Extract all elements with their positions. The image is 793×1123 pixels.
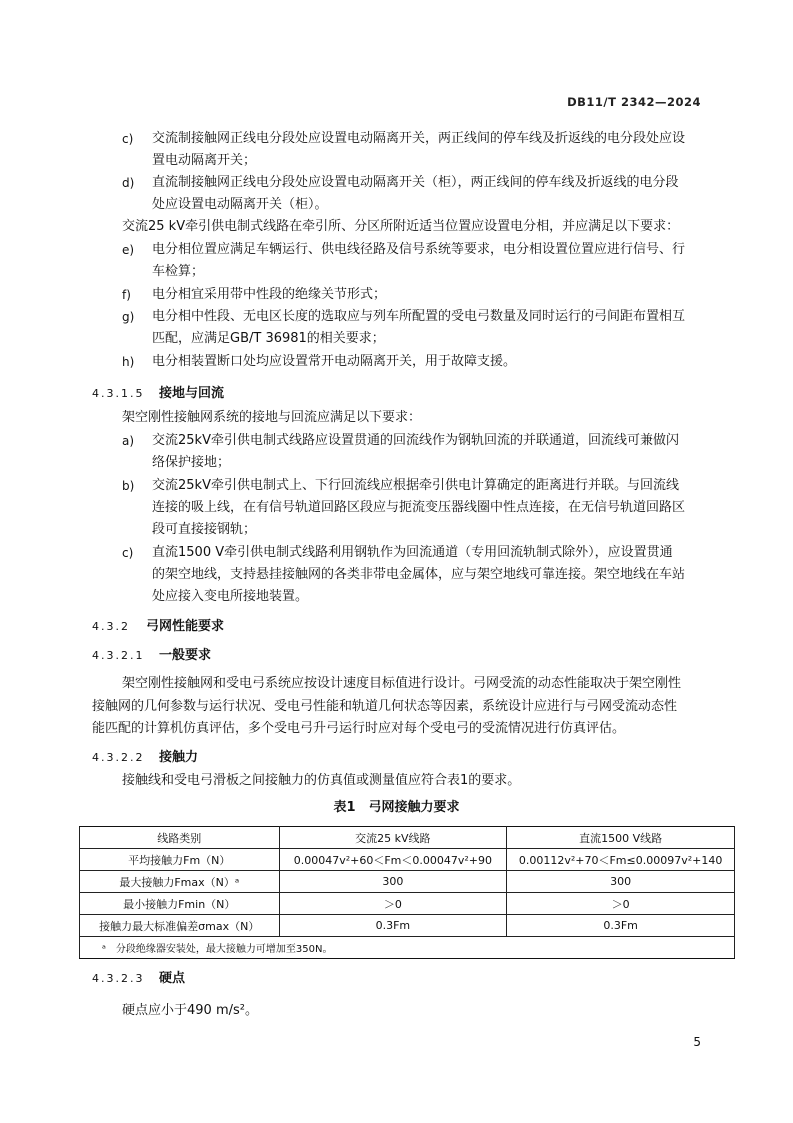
section-title: 硬点 <box>159 971 186 986</box>
section-number: 4.3.2.1 <box>92 649 145 662</box>
paragraph: 交流25 kV牵引供电制式线路在牵引所、分区所附近适当位置应设置电分相，并应满足以下要求： <box>122 219 680 234</box>
list-text: 处应设置电动隔离开关（柜）。 <box>152 197 328 212</box>
table-cell: ＞0 <box>279 893 507 915</box>
table-header-row <box>80 827 735 849</box>
paragraph-line: 架空刚性接触网和受电弓系统应按设计速度目标值进行设计。弓网受流的动态性能取决于架空刚性 <box>122 676 682 691</box>
list-marker: c) <box>122 132 134 146</box>
list-text: 段可直接接钢轨； <box>152 522 257 537</box>
list-text: 电分相位置应满足车辆运行、供电线径路及信号系统等要求，电分相设置位置应进行信号、行 <box>152 242 686 257</box>
column-header: 线路类别 <box>80 827 280 849</box>
list-text: 连接的吸上线，在有信号轨道回路区段应与扼流变压器线圈中性点连接，在无信号轨道回路区 <box>152 500 686 515</box>
list-marker: d) <box>122 176 135 190</box>
table-cell: 0.00112v²+70＜Fm≤0.00097v²+140 <box>507 849 735 871</box>
table-cell: 300 <box>507 871 735 893</box>
list-text: 交流25kV牵引供电制式上、下行回流线应根据牵引供电计算确定的距离进行并联。与回流线 <box>152 478 679 493</box>
list-marker: h) <box>122 355 135 369</box>
section-number: 4.3.2.2 <box>92 751 145 764</box>
list-text: 匹配，应满足GB/T 36981的相关要求； <box>152 331 385 346</box>
list-text: 直流1500 V牵引供电制式线路利用钢轨作为回流通道（专用回流轨制式除外），应设置贯通 <box>152 545 673 560</box>
paragraph-line: 硬点应小于490 m/s²。 <box>122 1003 258 1018</box>
table-cell: 0.3Fm <box>507 915 735 937</box>
table-row <box>80 849 735 871</box>
table-cell: 平均接触力Fm（N） <box>80 849 280 871</box>
table-cell: ＞0 <box>507 893 735 915</box>
section-number: 4.3.2 <box>92 620 130 633</box>
column-header: 交流25 kV线路 <box>279 827 507 849</box>
list-marker: a) <box>122 434 135 448</box>
list-marker: e) <box>122 243 135 257</box>
list-text: 的架空地线，支持悬挂接触网的各类非带电金属体，应与架空地线可靠连接。架空地线在车站 <box>152 567 686 582</box>
table-footnote: ᵃ 分段绝缘器安装处，最大接触力可增加至350N。 <box>80 937 735 959</box>
table-cell: 300 <box>279 871 507 893</box>
column-header: 直流1500 V线路 <box>507 827 735 849</box>
table-caption: 表1 弓网接触力要求 <box>333 800 460 815</box>
section-title: 弓网性能要求 <box>146 619 225 634</box>
list-text: 车检算； <box>152 264 205 279</box>
list-text: 直流制接触网正线电分段处应设置电动隔离开关（柜），两正线间的停车线及折返线的电分段 <box>152 175 679 190</box>
contact-force-table <box>79 826 735 959</box>
section-number: 4.3.2.3 <box>92 972 145 985</box>
document-code: DB11/T 2342—2024 <box>567 95 701 109</box>
list-text: 络保护接地； <box>152 455 231 470</box>
table-cell: 0.3Fm <box>279 915 507 937</box>
paragraph-line: 接触网的几何参数与运行状况、受电弓性能和轨道几何状态等因素，系统设计应进行与弓网受流动态性 <box>92 699 678 714</box>
list-text: 电分相中性段、无电区长度的选取应与列车所配置的受电弓数量及同时运行的弓间距布置相互 <box>152 309 686 324</box>
paragraph-line: 接触线和受电弓滑板之间接触力的仿真值或测量值应符合表1的要求。 <box>122 773 521 788</box>
table-cell: 最小接触力Fmin（N） <box>80 893 280 915</box>
section-title: 接触力 <box>159 750 199 765</box>
paragraph: 架空刚性接触网系统的接地与回流应满足以下要求： <box>122 410 422 425</box>
table-cell: 接触力最大标准偏差σmax（N） <box>80 915 280 937</box>
list-text: 电分相装置断口处均应设置常开电动隔离开关，用于故障支援。 <box>152 354 517 369</box>
section-number: 4.3.1.5 <box>92 387 145 400</box>
section-title: 一般要求 <box>159 648 212 663</box>
list-text: 置电动隔离开关； <box>152 153 257 168</box>
list-marker: b) <box>122 479 135 493</box>
table-row <box>80 871 735 893</box>
page-number: 5 <box>693 1035 701 1049</box>
table-row <box>80 915 735 937</box>
table-footnote-row <box>80 937 735 959</box>
list-text: 电分相宜采用带中性段的绝缘关节形式； <box>152 287 387 302</box>
section-title: 接地与回流 <box>159 386 225 401</box>
paragraph-line: 能匹配的计算机仿真评估，多个受电弓升弓运行时应对每个受电弓的受流情况进行仿真评估。 <box>92 721 626 736</box>
list-text: 处应接入变电所接地装置。 <box>152 589 309 604</box>
list-marker: c) <box>122 546 134 560</box>
table-cell: 最大接触力Fmax（N）ᵃ <box>80 871 280 893</box>
list-text: 交流制接触网正线电分段处应设置电动隔离开关，两正线间的停车线及折返线的电分段处应设 <box>152 131 686 146</box>
table-cell: 0.00047v²+60＜Fm＜0.00047v²+90 <box>279 849 507 871</box>
list-marker: f) <box>122 288 131 302</box>
list-marker: g) <box>122 310 135 324</box>
list-text: 交流25kV牵引供电制式线路应设置贯通的回流线作为钢轨回流的并联通道，回流线可兼做闪 <box>152 433 679 448</box>
table-row <box>80 893 735 915</box>
